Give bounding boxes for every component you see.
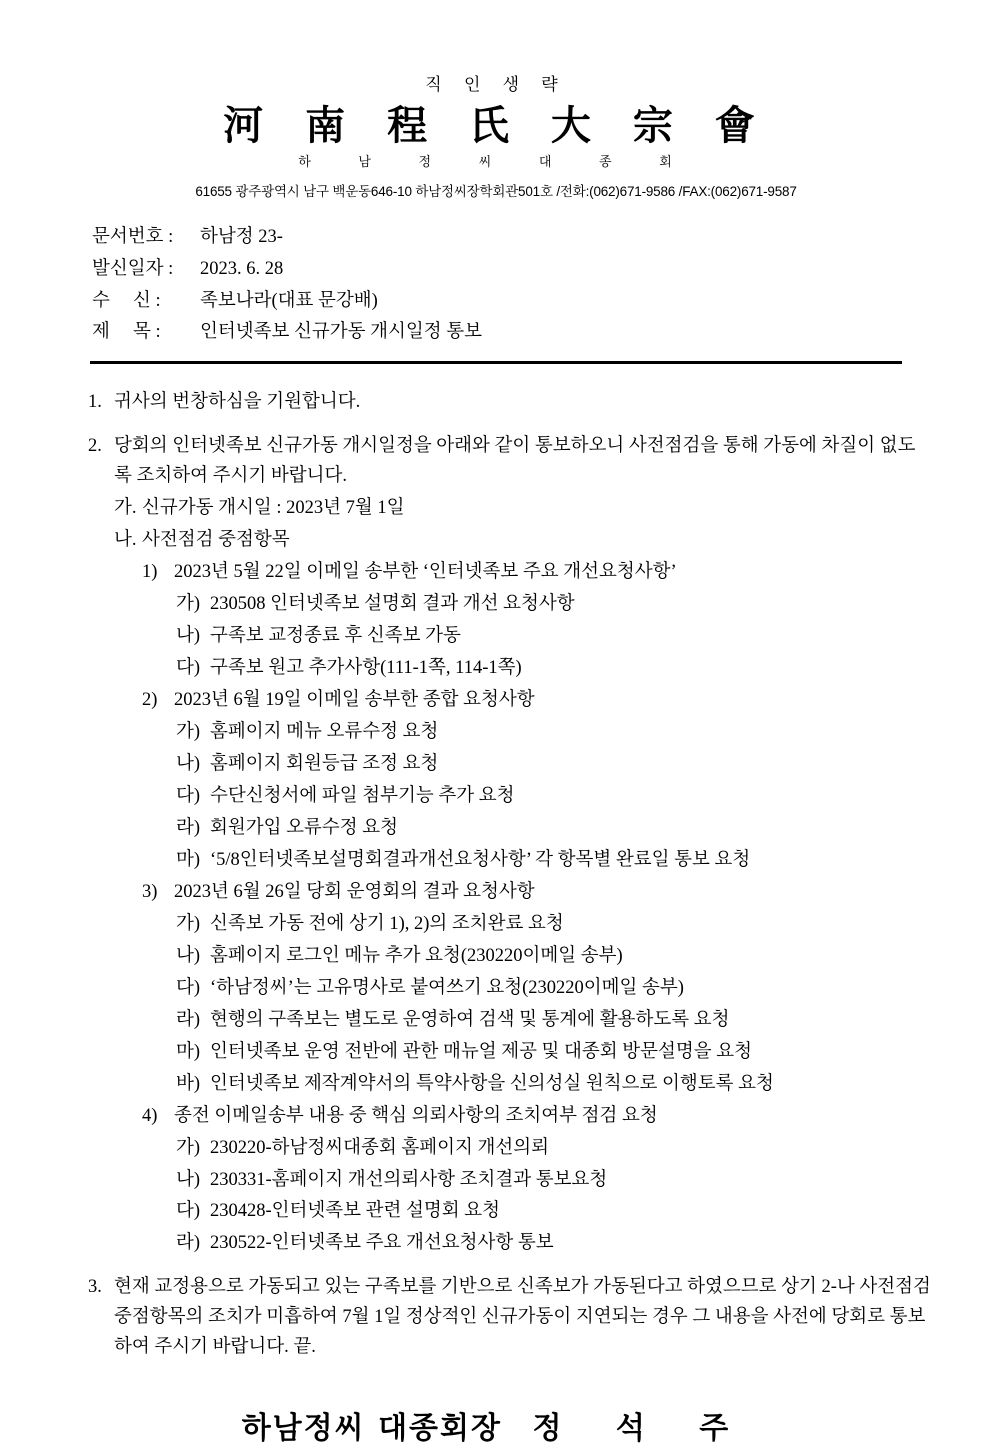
list-item — [60, 942, 932, 972]
paragraph-2-text: 당회의 인터넷족보 신규가동 개시일정을 아래와 같이 통보하오니 사전점검을 통해 가동에 차질이 없도록 조치하여 주시기 바랍니다. — [114, 436, 916, 487]
list-item — [60, 974, 932, 1004]
list-item-number: 가) — [176, 913, 201, 934]
paragraph-3 — [60, 1273, 932, 1363]
document-body — [60, 388, 932, 1363]
date-label: 발신일자 : — [92, 258, 174, 279]
list-item-number: 1) — [142, 562, 158, 583]
list-item-text: 구족보 원고 추가사항(111-1쪽, 114-1쪽) — [210, 658, 522, 678]
list-item — [60, 814, 932, 844]
item-ga-number: 가. — [114, 498, 137, 519]
item-ga — [60, 494, 932, 524]
list-item-number: 마) — [176, 849, 201, 870]
list-item-text: 230508 인터넷족보 설명회 결과 개선 요청사항 — [210, 594, 575, 615]
list-item — [60, 1038, 932, 1068]
subject-label: 제 목 : — [92, 322, 161, 343]
list-item-text: 구족보 교정종료 후 신족보 가동 — [210, 626, 461, 647]
meta-row-recipient — [92, 286, 932, 318]
meta-row-date — [92, 254, 932, 286]
list-item-text: 홈페이지 로그인 메뉴 추가 요청(230220이메일 송부) — [210, 945, 623, 966]
list-item — [60, 1102, 932, 1132]
list-item-text: 인터넷족보 제작계약서의 특약사항을 신의성실 원칙으로 이행토록 요청 — [210, 1073, 774, 1094]
list-item-text: 회원가입 오류수정 요청 — [210, 817, 398, 838]
meta-row-subject — [92, 317, 932, 349]
list-item-number: 3) — [142, 881, 158, 902]
list-item-number: 라) — [176, 1009, 201, 1030]
list-item — [60, 878, 932, 908]
list-item-text: ‘하남정씨’는 고유명사로 붙여쓰기 요청(230220이메일 송부) — [210, 977, 684, 998]
subject-value: 인터넷족보 신규가동 개시일정 통보 — [200, 322, 482, 343]
date-value: 2023. 6. 28 — [200, 258, 284, 279]
list-item — [60, 750, 932, 780]
list-item-number: 나) — [176, 1169, 201, 1190]
list-item-number: 마) — [176, 1041, 201, 1062]
list-item-text: 230331-홈페이지 개선의뢰사항 조치결과 통보요청 — [210, 1169, 608, 1190]
list-item-number: 가) — [176, 594, 201, 615]
recipient-label: 수 신 : — [92, 290, 161, 311]
list-item — [60, 590, 932, 620]
recipient-value: 족보나라(대표 문강배) — [200, 290, 378, 311]
list-item-text: 2023년 6월 19일 이메일 송부한 종합 요청사항 — [174, 689, 535, 710]
list-item — [60, 1229, 932, 1259]
list-item-number: 2) — [142, 689, 158, 710]
list-item-number: 다) — [176, 785, 201, 806]
paragraph-2-number: 2. — [88, 436, 102, 457]
item-na-number: 나. — [114, 530, 137, 551]
paragraph-2 — [60, 432, 932, 492]
list-item-number: 나) — [176, 753, 201, 774]
seal-omitted-note: 직 인 생 략 — [425, 75, 567, 94]
list-item-number: 라) — [176, 817, 201, 838]
list-item — [60, 1134, 932, 1164]
list-item-number: 가) — [176, 721, 201, 742]
item-na-text: 사전점검 중점항목 — [142, 530, 290, 551]
doc-number-value: 하남정 23- — [200, 227, 283, 247]
document-meta — [60, 222, 932, 349]
list-item — [60, 910, 932, 940]
paragraph-1-text: 귀사의 번창하심을 기원합니다. — [114, 392, 361, 413]
signature-block — [60, 1403, 932, 1447]
list-item — [60, 1197, 932, 1227]
list-item-text: 230428-인터넷족보 관련 설명회 요청 — [210, 1201, 500, 1222]
list-item — [60, 1006, 932, 1036]
list-item-number: 다) — [176, 1201, 201, 1222]
header-divider — [90, 361, 902, 364]
list-item-text: 230220-하남정씨대종회 홈페이지 개선의뢰 — [210, 1137, 549, 1158]
list-item — [60, 1070, 932, 1100]
list-item-text: 2023년 6월 26일 당회 운영회의 결과 요청사항 — [174, 881, 535, 902]
signature-title: 하남정씨 대종회장 — [241, 1411, 502, 1447]
organization-name-hanja: 河 南 程 氏 大 宗 會 — [223, 102, 769, 149]
list-item-number: 다) — [176, 658, 201, 678]
list-item-number: 4) — [142, 1105, 158, 1126]
list-item-number: 나) — [176, 945, 201, 966]
list-item — [60, 686, 932, 716]
paragraph-3-text: 현재 교정용으로 가동되고 있는 구족보를 기반으로 신족보가 가동된다고 하였으므로 상기 2-나 사전점검 중점항목의 조치가 미흡하여 7월 1일 정상적인 신규가동이 지연되는 경우 그 내용을 사전에 당회로 통보하여 주시기 바랍니다. 끝. — [114, 1277, 931, 1358]
list-item-number: 다) — [176, 977, 201, 998]
list-item — [60, 622, 932, 652]
meta-row-doc-number — [92, 222, 932, 254]
list-item — [60, 782, 932, 812]
list-item-number: 나) — [176, 626, 201, 647]
list-item-text: 홈페이지 메뉴 오류수정 요청 — [210, 721, 439, 742]
list-item-number: 바) — [176, 1073, 201, 1094]
list-item-number: 가) — [176, 1137, 201, 1158]
list-item — [60, 846, 932, 876]
list-item — [60, 718, 932, 748]
paragraph-1 — [60, 388, 932, 418]
paragraph-3-number: 3. — [88, 1277, 102, 1298]
list-item-text: 종전 이메일송부 내용 중 핵심 의뢰사항의 조치여부 점검 요청 — [174, 1105, 658, 1126]
doc-number-label: 문서번호 : — [92, 227, 174, 247]
list-item — [60, 1166, 932, 1196]
list-item-text: 홈페이지 회원등급 조정 요청 — [210, 753, 439, 774]
organization-address: 61655 광주광역시 남구 백운동646-10 하남정씨장학회관501호 /전화:(062)671-9586 /FAX:(062)671-9587 — [195, 184, 797, 199]
organization-name-hangul: 하 남 정 씨 대 종 회 — [298, 154, 694, 169]
list-item-number: 라) — [176, 1233, 201, 1254]
list-item-text: ‘5/8인터넷족보설명회결과개선요청사항’ 각 항목별 완료일 통보 요청 — [210, 849, 751, 870]
list-item-text: 230522-인터넷족보 주요 개선요청사항 통보 — [210, 1233, 554, 1254]
list-item — [60, 558, 932, 588]
signature-name: 정 석 주 — [532, 1411, 751, 1447]
list-item-text: 인터넷족보 운영 전반에 관한 매뉴얼 제공 및 대종회 방문설명을 요청 — [210, 1041, 753, 1062]
item-na — [60, 526, 932, 556]
list-item-text: 현행의 구족보는 별도로 운영하여 검색 및 통계에 활용하도록 요청 — [210, 1009, 730, 1030]
list-item-text: 신족보 가동 전에 상기 1), 2)의 조치완료 요청 — [210, 913, 564, 934]
paragraph-1-number: 1. — [88, 392, 102, 413]
item-ga-text: 신규가동 개시일 : 2023년 7월 1일 — [142, 498, 405, 519]
list-item — [60, 654, 932, 684]
list-item-text: 2023년 5월 22일 이메일 송부한 ‘인터넷족보 주요 개선요청사항’ — [174, 562, 677, 583]
list-item-text: 수단신청서에 파일 첨부기능 추가 요청 — [210, 785, 515, 806]
